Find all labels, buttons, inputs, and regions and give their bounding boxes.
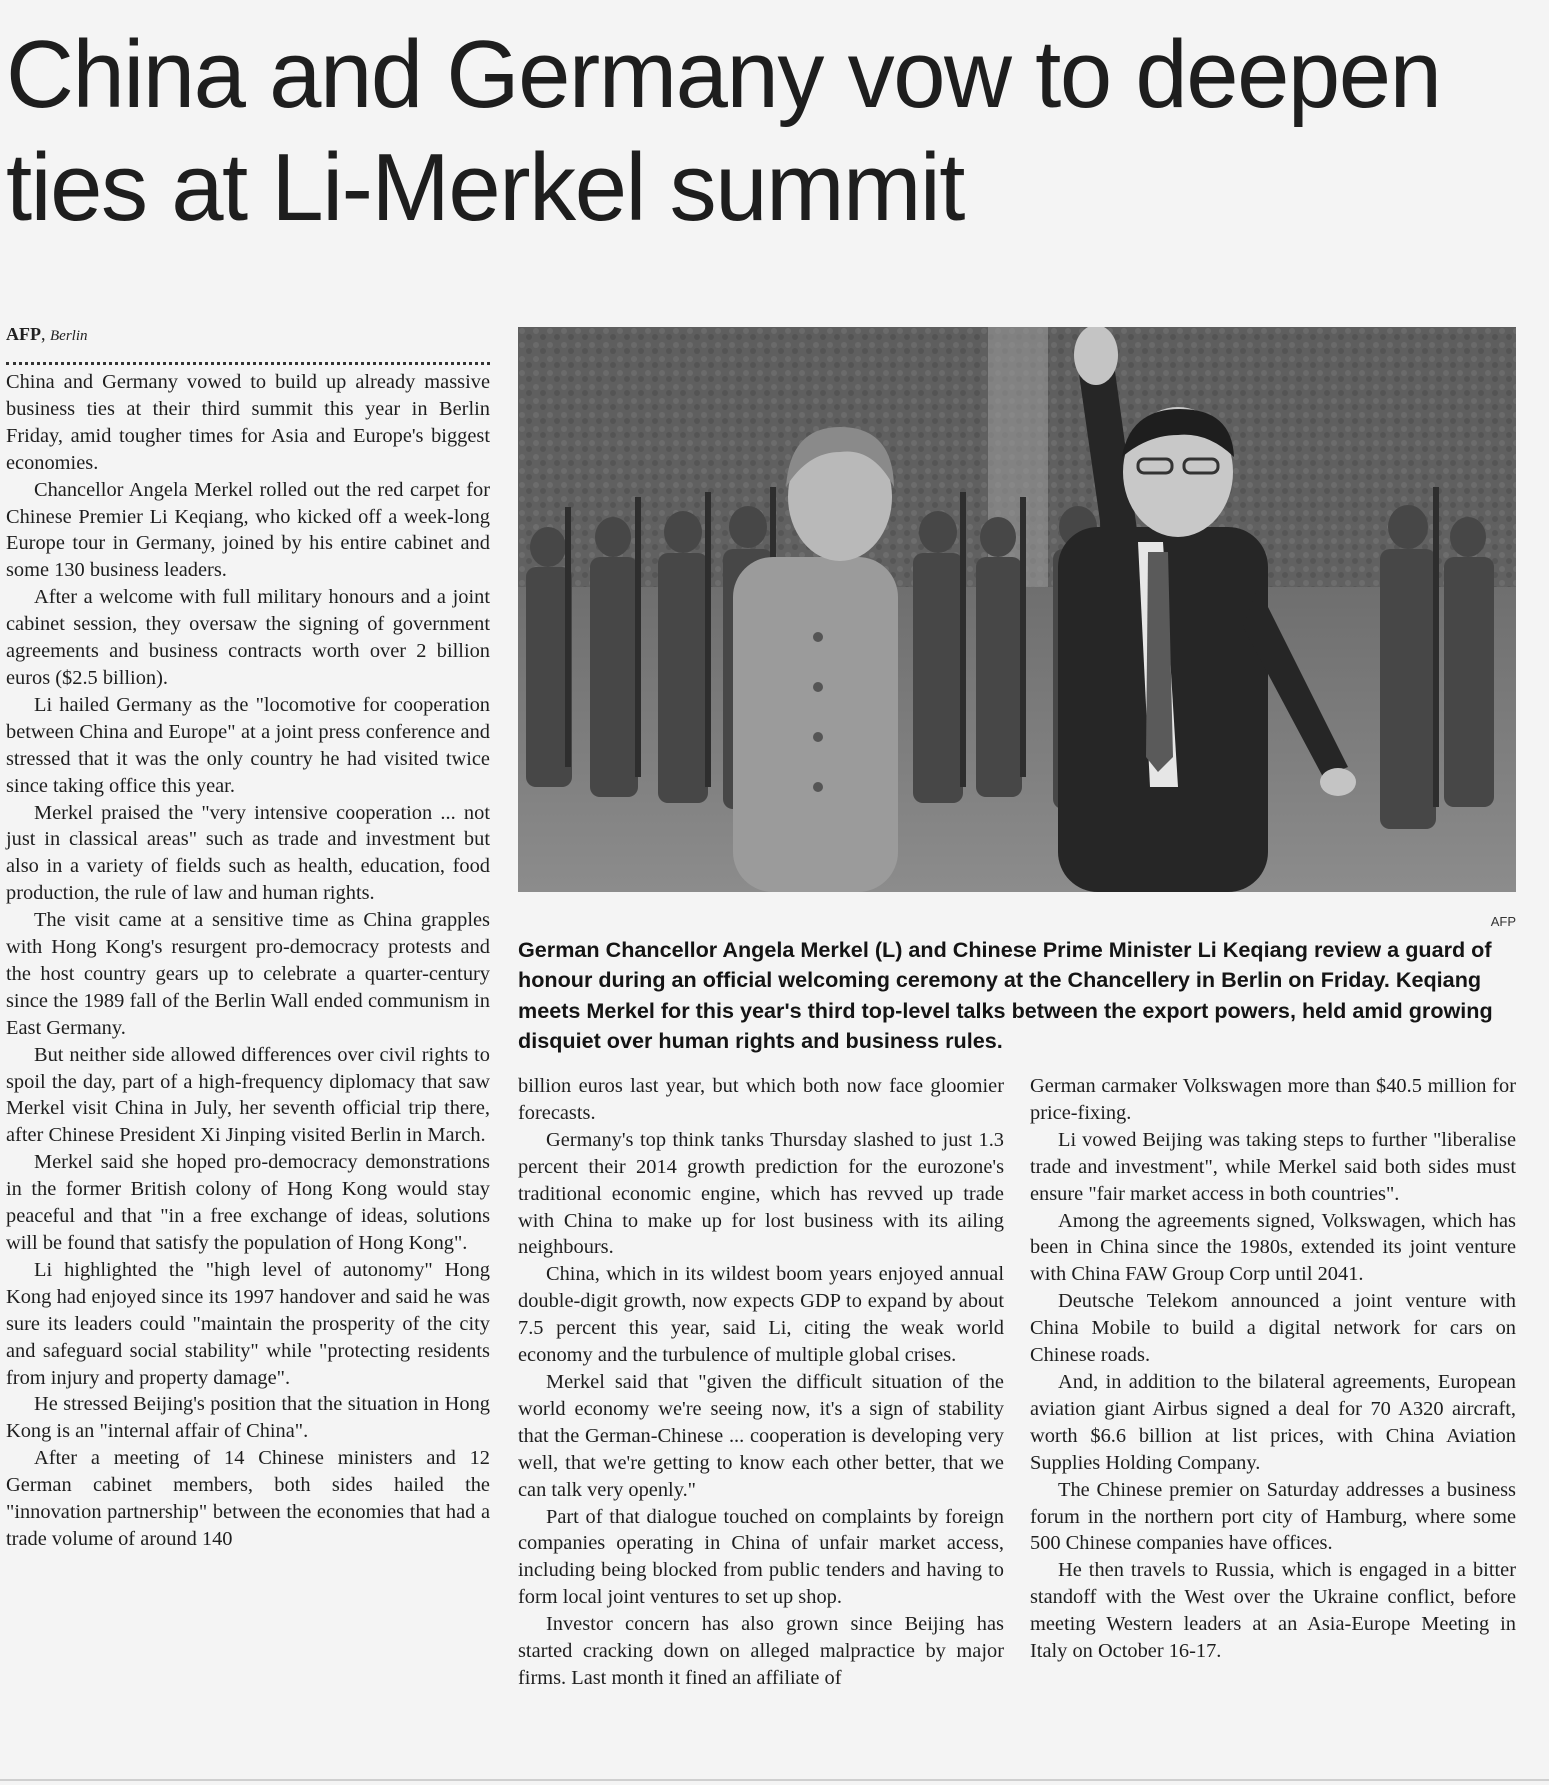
paragraph: Merkel praised the "very intensive cooperation ... not just in classical areas" such as trade and investment but also in a variety of fields such as health, education, food production, the rule of law and human rights. [6,801,490,905]
photo-illustration [518,327,1516,892]
paragraph: After a welcome with full military honours and a joint cabinet session, they oversaw the signing of government agreements and business contracts worth over 2 billion euros ($2.5 billion). [6,586,490,689]
paragraph: German carmaker Volkswagen more than $40.5 million for price-fixing. [1030,1075,1516,1124]
paragraph: Deutsche Telekom announced a joint venture with China Mobile to build a digital network for cars on Chinese roads. [1030,1290,1516,1367]
paragraph: Part of that dialogue touched on complaints by foreign companies operating in China of unfair market access, including being blocked from public tenders and having to form local joint ventures to set up shop. [518,1505,1004,1609]
paragraph: Germany's top think tanks Thursday slashed to just 1.3 percent their 2014 growth prediction for the eurozone's traditional economic engine, which has revved up trade with China to make up for lost business with its ailing neighbours. [518,1128,1004,1259]
paragraph: Chancellor Angela Merkel rolled out the red carpet for Chinese Premier Li Keqiang, who kicked off a week-long Europe tour in Germany, joined by his entire cabinet and some 130 business leaders. [6,478,490,582]
paragraph: The visit came at a sensitive time as China grapples with Hong Kong's resurgent pro-democracy protests and the host country gears up to celebrate a quarter-century since the 1989 fall of the Berlin Wall ended communism in East Germany. [6,909,490,1039]
paragraph: But neither side allowed differences over civil rights to spoil the day, part of a high-frequency diplomacy that saw Merkel visit China in July, her seventh official trip there, after Chinese President Xi Jinping visited Berlin in March. [6,1043,490,1147]
paragraph: Li highlighted the "high level of autonomy" Hong Kong had enjoyed since its 1997 handover and said he was sure its leaders could "maintain the prosperity of the city and safeguard social stability" while "protecting residents from injury and property damage". [6,1258,490,1389]
paragraph: Li vowed Beijing was taking steps to further "liberalise trade and investment", while Merkel said both sides must ensure "fair market access in both countries". [1030,1128,1516,1205]
photo-caption: German Chancellor Angela Merkel (L) and Chinese Prime Minister Li Keqiang review a guard of honour during an official welcoming ceremony at the Chancellery in Berlin on Friday. Keqiang meets Merkel for this year's third top-level talks between the export powers, held amid growing disquiet over human rights and business rules. [518,937,1493,1054]
paragraph: Merkel said that "given the difficult situation of the world economy we're seeing now, it's a sign of stability that the German-Chinese ... cooperation is developing very well, that we're getting to know each other better, that we can talk very openly." [518,1370,1004,1501]
paragraph: Li hailed Germany as the "locomotive for cooperation between China and Europe" at a joint press conference and stressed that it was the only country he had visited twice since taking office this year. [6,693,490,797]
article-column-1 [6,369,490,1553]
paragraph: China and Germany vowed to build up already massive business ties at their third summit this year in Berlin Friday, amid tougher times for Asia and Europe's biggest economies. [6,371,490,474]
paragraph: He then travels to Russia, which is engaged in a bitter standoff with the West over the Ukraine conflict, before meeting Western leaders at an Asia-Europe Meeting in Italy on October 16-17. [1030,1559,1516,1663]
byline-source: AFP [6,324,41,344]
paragraph: Investor concern has also grown since Beijing has started cracking down on alleged malpractice by major firms. Last month it fined an affiliate of [518,1613,1004,1689]
page-bottom-rule [0,1779,1549,1781]
paragraph: billion euros last year, but which both now face gloomier forecasts. [518,1075,1004,1124]
paragraph: The Chinese premier on Saturday addresses a business forum in the northern port city of Hamburg, where some 500 Chinese companies have offices. [1030,1478,1516,1555]
paragraph: Merkel said she hoped pro-democracy demonstrations in the former British colony of Hong Kong would stay peaceful and that "in a free exchange of ideas, solutions will be found that satisfy the population of Hong Kong". [6,1151,490,1254]
paragraph: Among the agreements signed, Volkswagen, which has been in China since the 1980s, extended its joint venture with China FAW Group Corp until 2041. [1030,1209,1516,1286]
article-column-3 [1030,1073,1516,1665]
photo-credit: AFP [1490,914,1516,929]
article-column-2 [518,1073,1004,1692]
byline-location: Berlin [50,328,88,344]
paragraph: He stressed Beijing's position that the situation in Hong Kong is an "internal affair of China". [6,1393,490,1443]
dotted-divider [6,362,490,365]
news-photo [518,327,1516,892]
paragraph: China, which in its wildest boom years enjoyed annual double-digit growth, now expects GDP to expand by about 7.5 percent this year, said Li, citing the weak world economy and the turbulence of multiple global crises. [518,1263,1004,1367]
paragraph: After a meeting of 14 Chinese ministers and 12 German cabinet members, both sides hailed the "innovation partnership" between the economies that had a trade volume of around 140 [6,1447,490,1550]
headline: China and Germany vow to deepen ties at Li-Merkel summit [6,21,1441,241]
paragraph: And, in addition to the bilateral agreements, European aviation giant Airbus signed a deal for 70 A320 aircraft, worth $6.6 billion at list prices, with China Aviation Supplies Holding Company. [1030,1370,1516,1474]
byline: AFP, Berlin [6,324,88,344]
